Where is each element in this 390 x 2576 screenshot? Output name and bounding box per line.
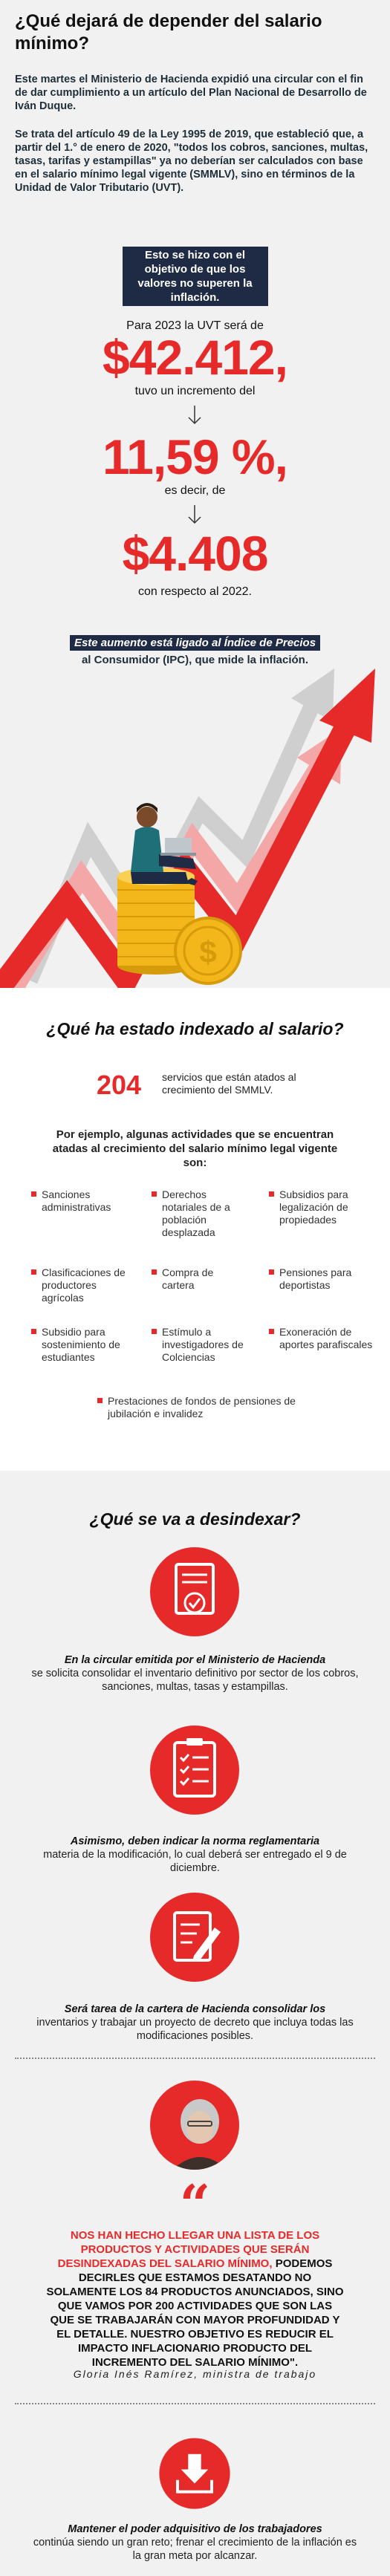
arrow-down-icon (187, 406, 202, 425)
list-item: Sanciones administrativas (42, 1188, 131, 1214)
intro-paragraph-1: Este martes el Ministerio de Hacienda expidió una circular con el fin de dar cumplimiento a un artículo del Plan Nacional de Desarrollo de Iván Duque. (15, 74, 367, 112)
bullet-icon (152, 1191, 157, 1197)
objective-note (0, 247, 390, 306)
bullet-icon (97, 1398, 103, 1403)
bullet-icon (269, 1329, 274, 1334)
deindex-section (0, 1471, 390, 2576)
list-item: Estímulo a investigadores de Colciencias (162, 1326, 251, 1364)
list-item: Subsidios para legalización de propiedades (279, 1188, 376, 1226)
divider (15, 2403, 375, 2404)
services-count: 204 (97, 1070, 142, 1100)
arrow-down-icon (187, 505, 202, 524)
quote-author: Gloria Inés Ramírez, ministra de trabajo (73, 2368, 317, 2380)
objective-note-label: Esto se hizo con el objetivo de que los valores no superen la inflación. (123, 247, 268, 306)
increase-after: es decir, de (164, 484, 226, 497)
uvt-after: tuvo un incremento del (134, 385, 256, 397)
bullet-icon (31, 1269, 36, 1275)
deindex-block-3: Será tarea de la cartera de Hacienda consolidar los inventarios y trabajar un proyecto de decreto que incluya todas las modificaciones posibles. (36, 2003, 354, 2042)
intro-paragraph-2: Se trata del artículo 49 de la Ley 1995 de 2019, que estableció que, a partir del 1.° de enero de 2020, "todos los cobros, sanciones, multas, tasas, tarifas y estampillas" ya no deberían ser calculados con base en el salario mínimo legal vigente (SMMLV), sino en términos de la Unidad de Valor Tributario (UVT). (15, 129, 368, 194)
quote-text: NOS HAN HECHO LLEGAR UNA LISTA DE LOS PRODUCTOS Y ACTIVIDADES QUE SERÁN DESINDEXADAS DEL SALARIO MÍNIMO, PODEMOS DECIRLES QUE ESTAMOS DESATANDO NO SOLAMENTE LOS 84 PRODUCTOS ANUNCIADOS, SINO QUE VAMOS POR 200 ACTIVIDADES QUE SON LAS QUE SE TRABAJARÁN CON MAYOR PROFUNDIDAD Y EL DETALLE. NUESTRO OBJETIVO ES REDUCIR EL IMPACTO INFLACIONARIO PRODUCTO DEL INCREMENTO DEL SALARIO MÍNIMO". (46, 2229, 344, 2369)
increase-ref: con respecto al 2022. (138, 585, 252, 598)
indexed-heading: ¿Qué ha estado indexado al salario? (46, 1019, 344, 1038)
download-tray-icon (157, 2436, 232, 2511)
indexed-intro: Por ejemplo, algunas actividades que se encuentran atadas al crecimiento del salario mínimo legal vigente son: (52, 1128, 338, 1169)
list-item: Exoneración de aportes parafiscales (279, 1326, 376, 1351)
checklist-icon (148, 1723, 241, 1817)
list-item: Clasificaciones de productores agrícolas (42, 1266, 138, 1304)
intro-section (0, 0, 390, 988)
list-item: Subsidio para sostenimiento de estudiantes (42, 1326, 138, 1364)
list-item: Derechos notariales de a población desplazada (162, 1188, 244, 1239)
ipc-tag: Este aumento está ligado al Índice de Precios (70, 635, 320, 651)
list-item: Prestaciones de fondos de pensiones de jubilación e invalidez (108, 1395, 301, 1420)
uvt-intro: Para 2023 la UVT será de (126, 319, 264, 332)
list-item: Compra de cartera (162, 1266, 244, 1292)
indexed-section (0, 988, 390, 1471)
list-item: Pensiones para deportistas (279, 1266, 376, 1292)
services-count-label: servicios que están atados al crecimiento del SMMLV. (162, 1071, 296, 1096)
divider (15, 2058, 375, 2059)
increase-value: $4.408 (122, 526, 268, 581)
bullet-icon (269, 1269, 274, 1275)
document-check-icon (148, 1545, 241, 1639)
bullet-icon (152, 1329, 157, 1334)
pencil-document-icon (148, 1890, 241, 1984)
quote-icon: “ (179, 2173, 211, 2236)
bullet-icon (31, 1329, 36, 1334)
increase-pct: 11,59 %, (103, 429, 287, 484)
deindex-heading: ¿Qué se va a desindexar? (89, 1509, 301, 1529)
growth-illustration (0, 654, 390, 988)
bullet-icon (152, 1269, 157, 1275)
bullet-icon (269, 1191, 274, 1197)
page-title: ¿Qué dejará de depender del salario mínimo? (15, 11, 322, 53)
deindex-block-1: En la circular emitida por el Ministerio de Hacienda se solicita consolidar el inventario definitivo por sector de los cobros, sanciones, multas, tasas y estampillas. (31, 1654, 359, 1693)
bullet-icon (31, 1191, 36, 1197)
deindex-block-2: Asimismo, deben indicar la norma reglamentaria materia de la modificación, lo cual deberá ser entregado el 9 de diciembre. (43, 1835, 347, 1874)
uvt-value: $42.412, (103, 330, 287, 385)
deindex-block-4: Mantener el poder adquisitivo de los trabajadores continúa siendo un gran reto; frenar el crecimiento de la inflación es la gran meta por alcanzar. (33, 2523, 357, 2562)
ipc-rest: al Consumidor (IPC), que mide la inflación. (81, 654, 309, 666)
person-photo (148, 2078, 241, 2172)
svg-text:$: $ (199, 934, 217, 969)
